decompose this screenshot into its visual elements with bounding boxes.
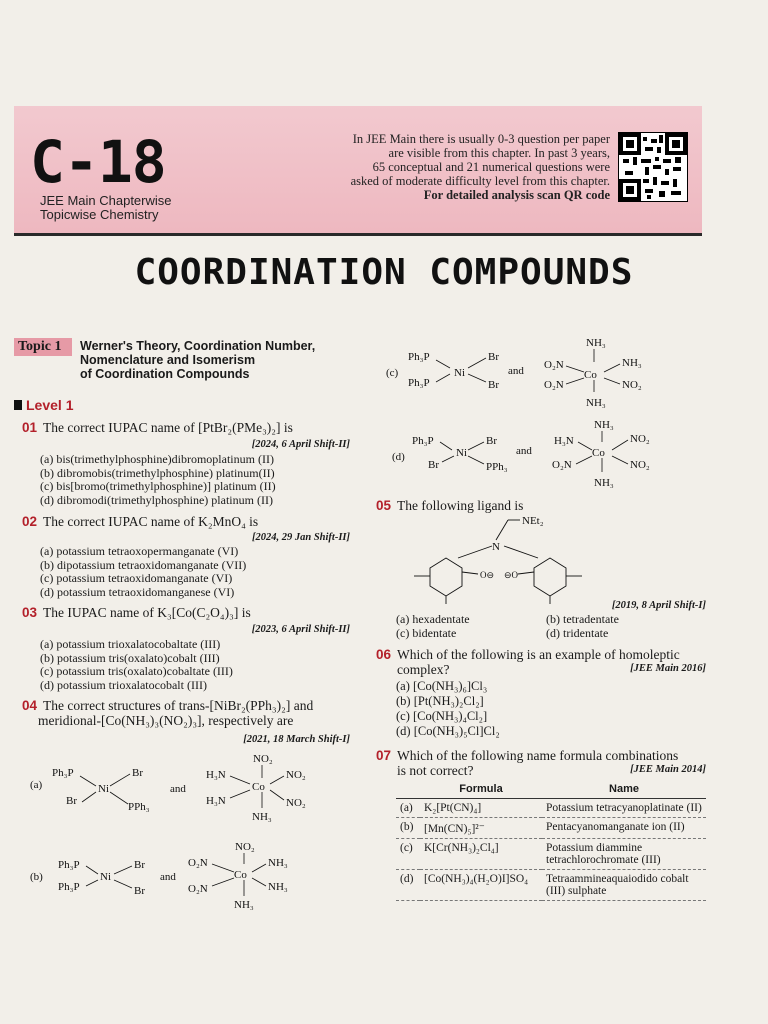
- svg-text:NO₂: NO₂: [235, 841, 255, 853]
- svg-text:H₃N: H₃N: [206, 769, 226, 781]
- svg-text:NH₃: NH₃: [234, 899, 254, 911]
- svg-text:NO₂: NO₂: [253, 753, 273, 765]
- svg-text:NO₂: NO₂: [630, 459, 650, 471]
- svg-text:Ni: Ni: [456, 447, 467, 459]
- svg-text:H₃N: H₃N: [206, 795, 226, 807]
- svg-text:N: N: [492, 541, 500, 553]
- svg-text:NH₃: NH₃: [252, 811, 272, 823]
- q02-options: (a) potassium tetraoxopermanganate (VI) (b) dipotassium tetraoxidomanganate (VII) (c) potassium tetraoxidomanganate (VI) (d) potassium tetraoxidomanganese (VI): [40, 544, 247, 599]
- svg-text:O₂N: O₂N: [552, 459, 572, 471]
- svg-text:NO₂: NO₂: [630, 433, 650, 445]
- book-name: JEE Main Chapterwise Topicwise Chemistry: [40, 193, 172, 222]
- svg-text:Ni: Ni: [454, 367, 465, 379]
- q06-source: [JEE Main 2016]: [630, 663, 706, 674]
- question-07: 07 Which of the following name formula combinations is not correct?: [376, 748, 679, 778]
- svg-text:O⊖: O⊖: [480, 570, 495, 580]
- svg-text:NH₃: NH₃: [594, 477, 614, 489]
- table-row[interactable]: (d) [Co(NH₃)₄(H₂O)I]SO₄ Tetraammineaquaiodido cobalt (III) sulphate: [396, 870, 706, 901]
- svg-text:Br: Br: [134, 859, 145, 871]
- svg-text:Ni: Ni: [98, 783, 109, 795]
- q05-option-b[interactable]: (b) tetradentate: [546, 612, 619, 626]
- option-c-label: (c): [386, 367, 399, 379]
- q01-source: [2024, 6 April Shift-II]: [251, 439, 350, 450]
- option-b-label: (b): [30, 871, 43, 883]
- question-04: 04 The correct structures of trans-[NiBr₂(PPh₃)₂] and meridional-[Co(NH₃)₃(NO₂)₃], respectively are: [22, 698, 314, 728]
- svg-text:NO₂: NO₂: [286, 797, 306, 809]
- chapter-intro: In JEE Main there is usually 0-3 question per paper are visible from this chapter. In past 3 years, 65 conceptual and 21 numerical questions were asked of moderate difficulty level from this chapter. For detailed analysis scan QR code: [350, 132, 610, 202]
- svg-text:NH₃: NH₃: [594, 419, 614, 431]
- q02-source: [2024, 29 Jan Shift-II]: [251, 532, 350, 543]
- svg-text:O₂N: O₂N: [188, 857, 208, 869]
- q05-ligand-structure: [400, 512, 600, 604]
- svg-text:NH₃: NH₃: [586, 397, 606, 409]
- svg-text:Br: Br: [488, 379, 499, 391]
- question-01: 01 The correct IUPAC name of [PtBr₂(PMe₃)₂] is: [22, 420, 293, 435]
- table-row[interactable]: (b) [Mn(CN)₅]²⁻ Pentacyanomanganate ion (II): [396, 818, 706, 839]
- topic-tag: Topic 1: [14, 338, 72, 356]
- q06-options: (a) [Co(NH₃)₆]Cl₃ (b) [Pt(NH₃)₂Cl₂] (c) [Co(NH₃)₄Cl₂] (d) [Co(NH₃)₅Cl]Cl₂: [396, 679, 500, 738]
- svg-text:Ph₃P: Ph₃P: [412, 435, 434, 447]
- svg-text:Ph₃P: Ph₃P: [408, 351, 430, 363]
- svg-text:NH₃: NH₃: [268, 857, 288, 869]
- svg-text:Br: Br: [488, 351, 499, 363]
- svg-text:Br: Br: [428, 459, 439, 471]
- svg-text:PPh₃: PPh₃: [128, 801, 150, 813]
- svg-text:Ph₃P: Ph₃P: [408, 377, 430, 389]
- svg-text:Ph₃P: Ph₃P: [58, 859, 80, 871]
- and-label-b: and: [160, 871, 176, 883]
- svg-text:Co: Co: [592, 447, 605, 459]
- svg-text:O₂N: O₂N: [544, 359, 564, 371]
- svg-text:NO₂: NO₂: [286, 769, 306, 781]
- svg-text:Br: Br: [486, 435, 497, 447]
- q07-table: Formula Name (a) K₂[Pt(CN)₄] Potassium tetracyanoplatinate (II) (b) [Mn(CN)₅]²⁻ Pentacyanomanganate ion (II) (c) K[Cr(NH₃)₂Cl₄] Potassium diammine tetrachlorochromate (III) (d) [Co(NH₃)₄(H₂O)I]SO₄ Tetraammineaquaiodido cobalt (III) sulphate: [396, 780, 706, 901]
- chapter-title: COORDINATION COMPOUNDS: [134, 252, 634, 293]
- svg-text:H₃N: H₃N: [554, 435, 574, 447]
- q01-options: (a) bis(trimethylphosphine)dibromoplatinum (II) (b) dibromobis(trimethylphosphine) platinum(II) (c) bis[bromo(trimethylphosphine)] platinum (II) (d) dibromodi(trimethylphosphine) platinum (II): [40, 452, 276, 507]
- chapter-code: C-18: [30, 128, 166, 196]
- q04-source: [2021, 18 March Shift-I]: [243, 734, 350, 745]
- q05-source: [2019, 8 April Shift-I]: [611, 600, 706, 611]
- svg-text:Ni: Ni: [100, 871, 111, 883]
- level-heading: Level 1: [14, 397, 73, 413]
- q04-structures-c-d: [386, 330, 686, 490]
- and-label-d: and: [516, 445, 532, 457]
- svg-text:Co: Co: [234, 869, 247, 881]
- q05-option-a[interactable]: (a) hexadentate: [396, 612, 470, 626]
- q03-source: [2023, 6 April Shift-II]: [251, 624, 350, 635]
- svg-text:⊖O: ⊖O: [504, 570, 519, 580]
- q07-source: [JEE Main 2014]: [630, 764, 706, 775]
- q04-structures: [30, 748, 360, 918]
- svg-text:Co: Co: [584, 369, 597, 381]
- table-row[interactable]: (c) K[Cr(NH₃)₂Cl₄] Potassium diammine tetrachlorochromate (III): [396, 839, 706, 870]
- svg-text:NEt₂: NEt₂: [522, 515, 544, 527]
- level-bullet-icon: [14, 400, 22, 410]
- table-row[interactable]: (a) K₂[Pt(CN)₄] Potassium tetracyanoplatinate (II): [396, 799, 706, 818]
- and-label-c: and: [508, 365, 524, 377]
- question-06: 06 Which of the following is an example of homoleptic complex?: [376, 647, 680, 677]
- svg-text:Ph₃P: Ph₃P: [58, 881, 80, 893]
- svg-text:O₂N: O₂N: [188, 883, 208, 895]
- svg-text:NO₂: NO₂: [622, 379, 642, 391]
- svg-text:O₂N: O₂N: [544, 379, 564, 391]
- and-label-a: and: [170, 783, 186, 795]
- qr-code-icon[interactable]: [618, 132, 688, 202]
- question-03: 03 The IUPAC name of K₃[Co(C₂O₄)₃] is: [22, 605, 251, 620]
- svg-text:Co: Co: [252, 781, 265, 793]
- svg-text:NH₃: NH₃: [586, 337, 606, 349]
- svg-text:PPh₃: PPh₃: [486, 461, 508, 473]
- svg-text:Ph₃P: Ph₃P: [52, 767, 74, 779]
- topic-title: Werner's Theory, Coordination Number, Nomenclature and Isomerism of Coordination Compounds: [80, 339, 316, 381]
- svg-text:Br: Br: [66, 795, 77, 807]
- svg-text:NH₃: NH₃: [622, 357, 642, 369]
- q05-option-c[interactable]: (c) bidentate: [396, 626, 457, 640]
- option-d-label: (d): [392, 451, 405, 463]
- question-05: 05 The following ligand is: [376, 498, 524, 513]
- option-a-label: (a): [30, 779, 43, 791]
- q03-options: (a) potassium trioxalatocobaltate (III) (b) potassium tris(oxalato)cobalt (III) (c) potassium tris(oxalato)cobaltate (III) (d) potassium trioxalatocobalt (III): [40, 637, 233, 692]
- q05-option-d[interactable]: (d) tridentate: [546, 626, 609, 640]
- svg-text:Br: Br: [134, 885, 145, 897]
- question-02: 02 The correct IUPAC name of K₂MnO₄ is: [22, 514, 259, 529]
- svg-text:NH₃: NH₃: [268, 881, 288, 893]
- svg-text:Br: Br: [132, 767, 143, 779]
